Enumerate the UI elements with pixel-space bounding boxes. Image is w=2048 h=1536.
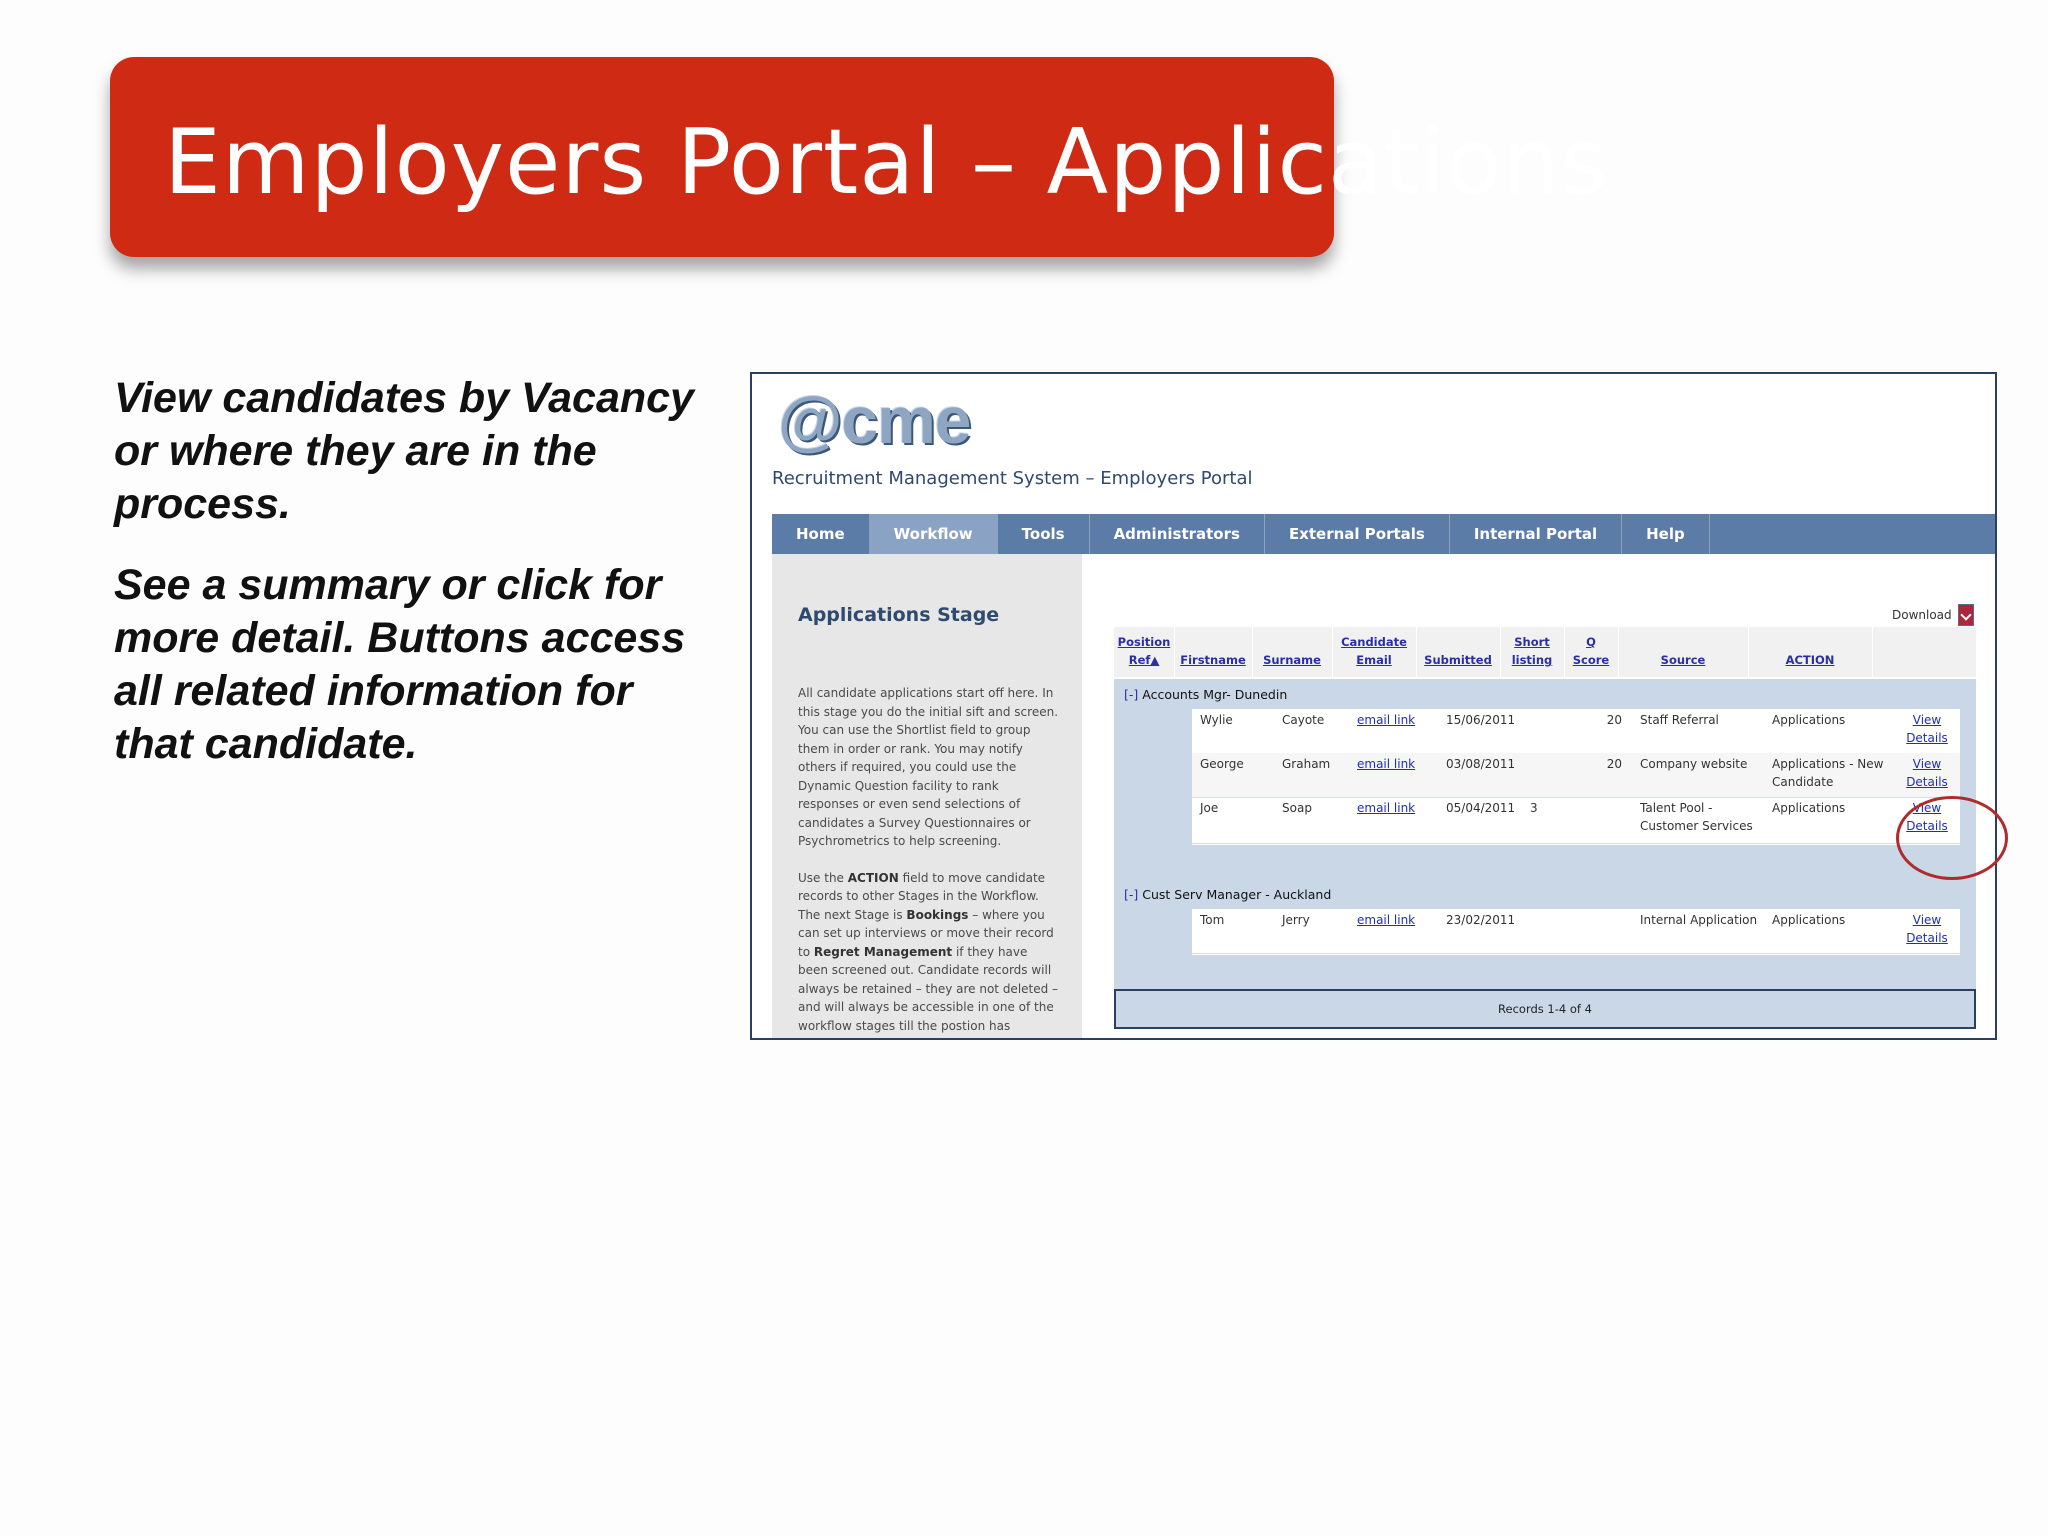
col-source[interactable]: Source xyxy=(1660,653,1706,667)
details-text: Details xyxy=(1906,731,1948,745)
action-line: Candidate xyxy=(1772,775,1834,789)
details-text: Details xyxy=(1906,819,1948,833)
col-separator xyxy=(1872,627,1873,677)
table-row[interactable] xyxy=(1192,797,1960,844)
title-banner xyxy=(110,57,1609,257)
cell-short-listing[interactable]: 3 xyxy=(1530,801,1538,815)
para2-text: – where you can set up interviews or move their record to xyxy=(798,907,1054,959)
bullet-2: See a summary or click for more detail. Buttons access all related information for that candidate. xyxy=(114,561,686,768)
para2-bookings: Bookings xyxy=(906,907,969,922)
cell-firstname: Joe xyxy=(1200,801,1219,815)
view-details-link[interactable] xyxy=(1902,755,1952,791)
cell-firstname: Tom xyxy=(1200,913,1225,927)
cell-submitted: 05/04/2011 xyxy=(1446,801,1516,815)
col-position-ref[interactable] xyxy=(1114,633,1174,669)
group-rows-accounts-mgr xyxy=(1192,709,1960,845)
table-footer xyxy=(1114,989,1976,1029)
cell-surname: Graham xyxy=(1282,757,1331,771)
applications-table xyxy=(1114,679,1976,1027)
view-text: View xyxy=(1912,913,1942,927)
download-label: Download xyxy=(1892,608,1952,622)
action-select[interactable] xyxy=(1772,799,1845,817)
col-label: Q xyxy=(1586,635,1596,649)
acme-logo: @cme xyxy=(778,383,971,457)
stage-description-para-2 xyxy=(798,869,1060,1036)
view-text: View xyxy=(1912,757,1942,771)
cell-surname: Soap xyxy=(1282,801,1312,815)
cell-firstname: George xyxy=(1200,757,1244,771)
slide-bullets xyxy=(114,372,714,799)
collapse-toggle[interactable]: [-] xyxy=(1124,887,1139,902)
para2-text: if they have been screened out. Candidate records will always be retained – they are not deleted – and will always be accessible in one of the workflow stages till the postion has xyxy=(798,944,1059,1033)
cell-source xyxy=(1640,911,1757,929)
view-details-link[interactable] xyxy=(1902,911,1952,947)
cell-submitted: 15/06/2011 xyxy=(1446,713,1516,727)
col-label: Position xyxy=(1117,635,1171,649)
highlight-circle xyxy=(1896,796,2008,880)
collapse-toggle[interactable]: [-] xyxy=(1124,687,1139,702)
action-line: Applications xyxy=(1772,801,1846,815)
view-text: View xyxy=(1912,713,1942,727)
nav-administrators[interactable]: Administrators xyxy=(1090,514,1265,554)
cell-source xyxy=(1640,799,1753,835)
action-select[interactable] xyxy=(1772,711,1845,729)
stage-description-para-1: All candidate applications start off here. In this stage you do the initial sift and screen. You can use the Shortlist field to group them in order or rank. You may notify others if required, you could use the Dynamic Question facility to rank responses or even send selections of candidates a Survey Questionnaires or Psychrometrics to help screening. xyxy=(798,686,1059,848)
table-row[interactable] xyxy=(1192,909,1960,954)
action-select[interactable] xyxy=(1772,911,1845,929)
source-line: Staff Referral xyxy=(1640,713,1719,727)
col-submitted[interactable]: Submitted xyxy=(1424,653,1492,667)
nav-tools[interactable]: Tools xyxy=(998,514,1090,554)
col-candidate-email[interactable] xyxy=(1332,633,1416,669)
view-details-link[interactable] xyxy=(1902,711,1952,747)
para2-regret: Regret Management xyxy=(813,944,953,959)
col-label: listing xyxy=(1511,653,1553,667)
cell-source xyxy=(1640,711,1719,729)
table-row[interactable] xyxy=(1192,753,1960,798)
group-label: Accounts Mgr- Dunedin xyxy=(1142,687,1288,702)
nav-workflow[interactable]: Workflow xyxy=(870,514,998,554)
source-line: Company website xyxy=(1640,757,1748,771)
cell-q-score: 20 xyxy=(1606,757,1622,771)
nav-internal-portal[interactable]: Internal Portal xyxy=(1450,514,1622,554)
nav-external-portals[interactable]: External Portals xyxy=(1265,514,1450,554)
stage-title: Applications Stage xyxy=(798,604,1000,626)
para2-text: field to move candidate records to other Stages in the Workflow. The next Stage is xyxy=(798,870,1046,922)
source-line: Customer Services xyxy=(1640,819,1753,833)
records-count: Records 1-4 of 4 xyxy=(1498,1002,1592,1016)
table-header xyxy=(1114,627,1976,677)
action-line: Applications xyxy=(1772,913,1846,927)
details-text: Details xyxy=(1906,775,1948,789)
col-short-listing[interactable] xyxy=(1500,633,1564,669)
group-rows-cust-serv-manager xyxy=(1192,909,1960,955)
source-line: Talent Pool - xyxy=(1640,801,1713,815)
details-text: Details xyxy=(1906,931,1948,945)
col-q-score[interactable] xyxy=(1564,633,1618,669)
email-link[interactable]: email link xyxy=(1357,757,1416,771)
cell-firstname: Wylie xyxy=(1200,713,1233,727)
stage-sidebar xyxy=(772,554,1082,1038)
cell-submitted: 03/08/2011 xyxy=(1446,757,1516,771)
email-link[interactable]: email link xyxy=(1357,713,1416,727)
download-icon xyxy=(1958,604,1974,626)
cell-q-score: 20 xyxy=(1606,713,1622,727)
action-select[interactable] xyxy=(1772,755,1883,791)
group-header-cust-serv-manager xyxy=(1124,887,1331,902)
nav-home[interactable]: Home xyxy=(772,514,870,554)
col-label: Short xyxy=(1514,635,1550,649)
email-link[interactable]: email link xyxy=(1357,801,1416,815)
cell-source xyxy=(1640,755,1747,773)
main-nav xyxy=(772,514,1995,554)
para2-text: Use the xyxy=(798,870,848,885)
action-line: Applications - New xyxy=(1772,757,1884,771)
col-firstname[interactable]: Firstname xyxy=(1180,653,1246,667)
cell-submitted: 23/02/2011 xyxy=(1446,913,1516,927)
app-screenshot xyxy=(750,372,1997,1040)
source-line: Internal Application xyxy=(1640,913,1758,927)
download-button[interactable] xyxy=(1892,604,1974,626)
group-header-accounts-mgr xyxy=(1124,687,1287,702)
col-surname[interactable]: Surname xyxy=(1263,653,1321,667)
view-text: View xyxy=(1912,801,1942,815)
action-line: Applications xyxy=(1772,713,1846,727)
cell-surname: Jerry xyxy=(1282,913,1310,927)
bullet-1: View candidates by Vacancy or where they are in the process. xyxy=(114,374,694,528)
col-label: Ref▲ xyxy=(1128,653,1160,667)
col-label: Candidate xyxy=(1341,635,1407,649)
col-label: Score xyxy=(1572,653,1610,667)
system-name: Recruitment Management System – Employers Portal xyxy=(772,468,1253,489)
slide-title: Employers Portal – Applications xyxy=(164,110,1609,215)
col-label: Email xyxy=(1356,653,1392,667)
cell-surname: Cayote xyxy=(1282,713,1325,727)
nav-help[interactable]: Help xyxy=(1622,514,1710,554)
email-link[interactable]: email link xyxy=(1357,913,1416,927)
stage-description xyxy=(798,684,1060,1053)
col-action[interactable]: ACTION xyxy=(1785,653,1835,667)
para2-action: ACTION xyxy=(847,870,899,885)
table-row[interactable] xyxy=(1192,709,1960,754)
group-label: Cust Serv Manager - Auckland xyxy=(1142,887,1332,902)
